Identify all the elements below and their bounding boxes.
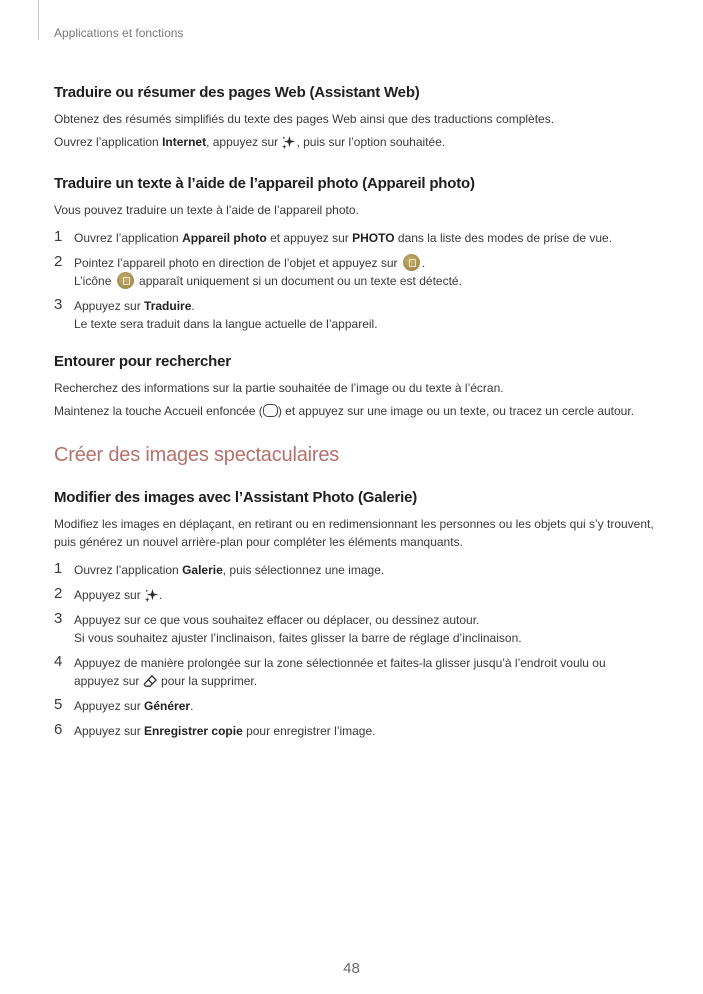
step: 1 Ouvrez l’application Appareil photo et appuyez sur PHOTO dans la liste des modes de prise de vue. (54, 228, 613, 245)
page-number: 48 (343, 960, 360, 977)
section-title: Traduire un texte à l’aide de l’appareil photo (Appareil photo) (54, 175, 475, 192)
section-circle-to-search (54, 353, 654, 420)
section-photo-assistant (54, 489, 654, 740)
step: 3 Appuyez sur Traduire. Le texte sera traduit dans la langue actuelle de l’appareil. (54, 296, 378, 331)
camera-translate-icon (117, 272, 134, 289)
eraser-icon (143, 674, 158, 689)
side-rule (38, 0, 39, 40)
paragraph: Vous pouvez traduire un texte à l’aide de l’appareil photo. (54, 203, 359, 217)
section-title: Modifier des images avec l’Assistant Photo (Galerie) (54, 489, 418, 506)
paragraph: Modifiez les images en déplaçant, en retirant ou en redimensionnant les personnes ou les objets qui s’y trouvent, puis générez un nouvel arrière-plan pour compléter les éléments manquants. (54, 517, 654, 549)
step: 5 Appuyez sur Générer. (54, 696, 194, 713)
step: 1 Ouvrez l’application Galerie, puis sélectionnez une image. (54, 560, 385, 577)
step: 2 Pointez l’appareil photo en direction de l’objet et appuyez sur . L’icône apparaît uniquement si un document ou un texte est détecté. (54, 253, 462, 288)
steps-list (54, 229, 654, 333)
ai-sparkle-icon (144, 588, 159, 603)
page-content (54, 84, 654, 764)
ai-sparkle-icon (281, 135, 296, 150)
home-key-icon (263, 404, 278, 417)
section-camera-translate (54, 175, 654, 333)
section-web-assistant (54, 84, 654, 151)
step: 2 Appuyez sur . (54, 585, 163, 602)
section-title: Entourer pour rechercher (54, 353, 231, 370)
paragraph: Maintenez la touche Accueil enfoncée ( ) et appuyez sur une image ou un texte, ou tracez un cercle autour. (54, 404, 635, 418)
step: 4 Appuyez de manière prolongée sur la zone sélectionnée et faites-la glisser jusqu’à l’endroit voulu ou appuyez sur pour la supprimer. (54, 653, 606, 688)
step: 6 Appuyez sur Enregistrer copie pour enregistrer l’image. (54, 721, 376, 738)
camera-translate-icon (403, 254, 420, 271)
running-head: Applications et fonctions (54, 26, 184, 40)
chapter-title: Créer des images spectaculaires (54, 444, 340, 466)
step: 3 Appuyez sur ce que vous souhaitez effacer ou déplacer, ou dessinez autour. Si vous souhaitez ajuster l’inclinaison, faites glisser la barre de réglage d’inclinaison. (54, 610, 522, 645)
paragraph: Obtenez des résumés simplifiés du texte des pages Web ainsi que des traductions complètes. (54, 112, 555, 126)
paragraph: Ouvrez l’application Internet, appuyez sur , puis sur l’option souhaitée. (54, 135, 446, 149)
paragraph: Recherchez des informations sur la partie souhaitée de l’image ou du texte à l’écran. (54, 381, 504, 395)
section-title: Traduire ou résumer des pages Web (Assistant Web) (54, 84, 420, 101)
steps-list (54, 561, 654, 740)
